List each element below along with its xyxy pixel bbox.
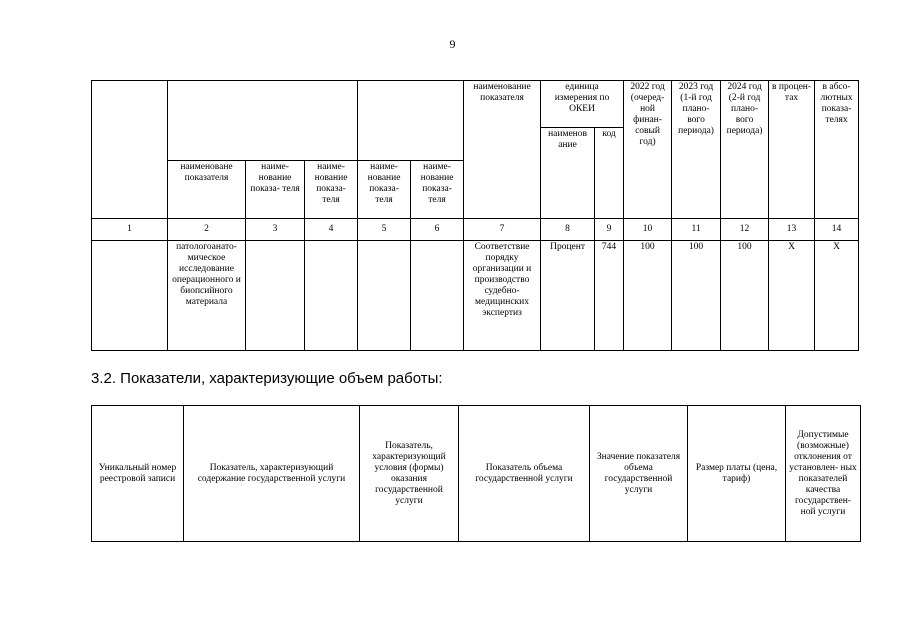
header-in-absolute: в абсо- лютных показа- телях: [815, 81, 859, 219]
header-sub-name-2: наиме- нование показа- теля: [246, 161, 305, 219]
header-in-percent: в процен- тах: [769, 81, 815, 219]
column-number: 1: [92, 219, 168, 241]
header-sub-name-3: наиме- нование показа- теля: [305, 161, 358, 219]
row-col5: [358, 241, 411, 351]
row-indicator-name: Соответствие порядку организации и производство судебно- медицинских экспертиз: [464, 241, 541, 351]
column-number: 14: [815, 219, 859, 241]
column-number: 9: [595, 219, 624, 241]
row-in-percent: X: [769, 241, 815, 351]
row-col3: [246, 241, 305, 351]
header-year-2024: 2024 год (2-й год плано- вого периода): [721, 81, 769, 219]
row-service-content: патологоанато- мическое исследование операционного и биопсийного материала: [168, 241, 246, 351]
section-title: 3.2. Показатели, характеризующие объем работы:: [91, 370, 443, 387]
header-unit-name: наименов ание: [541, 128, 595, 219]
header-indicator-name: наименование показателя: [464, 81, 541, 219]
header-unit-code: код: [595, 128, 624, 219]
header-unit-okei: единица измерения по ОКЕИ: [541, 81, 624, 128]
column-number: 13: [769, 219, 815, 241]
header-volume-indicator: Показатель объема государственной услуги: [459, 406, 590, 542]
column-number: 4: [305, 219, 358, 241]
page-number: 9: [449, 37, 456, 51]
header-service-conditions: Показатель, характеризующий условия (формы) оказания государственной услуги: [360, 406, 459, 542]
header-sub-name-4: наиме- нование показа- теля: [358, 161, 411, 219]
column-number: 10: [624, 219, 672, 241]
row-unit-code: 744: [595, 241, 624, 351]
header-allowed-deviations: Допустимые (возможные) отклонения от установлен- ных показателей качества государствен- ной услуги: [786, 406, 861, 542]
header-registry-number: Уникальный номер реестровой записи: [92, 406, 184, 542]
column-number: 11: [672, 219, 721, 241]
header-sub-name-5: наиме- нование показа- теля: [411, 161, 464, 219]
column-number: 7: [464, 219, 541, 241]
row-value-2022: 100: [624, 241, 672, 351]
header-year-2023: 2023 год (1-й год плано- вого периода): [672, 81, 721, 219]
row-value-2023: 100: [672, 241, 721, 351]
header-sub-name-1: наименоване показателя: [168, 161, 246, 219]
row-col1: [92, 241, 168, 351]
header-fee-amount: Размер платы (цена, тариф): [688, 406, 786, 542]
header-service-content: Показатель, характеризующий содержание государственной услуги: [184, 406, 360, 542]
header-blank-1: [92, 81, 168, 219]
column-number: 3: [246, 219, 305, 241]
row-col6: [411, 241, 464, 351]
column-number: 6: [411, 219, 464, 241]
row-value-2024: 100: [721, 241, 769, 351]
header-year-2022: 2022 год (очеред- ной финан- совый год): [624, 81, 672, 219]
header-blank-group-b: [358, 81, 464, 161]
row-unit-name: Процент: [541, 241, 595, 351]
volume-indicators-table: [91, 405, 861, 542]
column-number: 12: [721, 219, 769, 241]
column-number: 5: [358, 219, 411, 241]
header-volume-value: Значение показателя объема государственной услуги: [590, 406, 688, 542]
header-blank-group-a: [168, 81, 358, 161]
column-number: 2: [168, 219, 246, 241]
quality-indicators-table: [91, 80, 859, 351]
row-in-absolute: X: [815, 241, 859, 351]
column-number: 8: [541, 219, 595, 241]
row-col4: [305, 241, 358, 351]
